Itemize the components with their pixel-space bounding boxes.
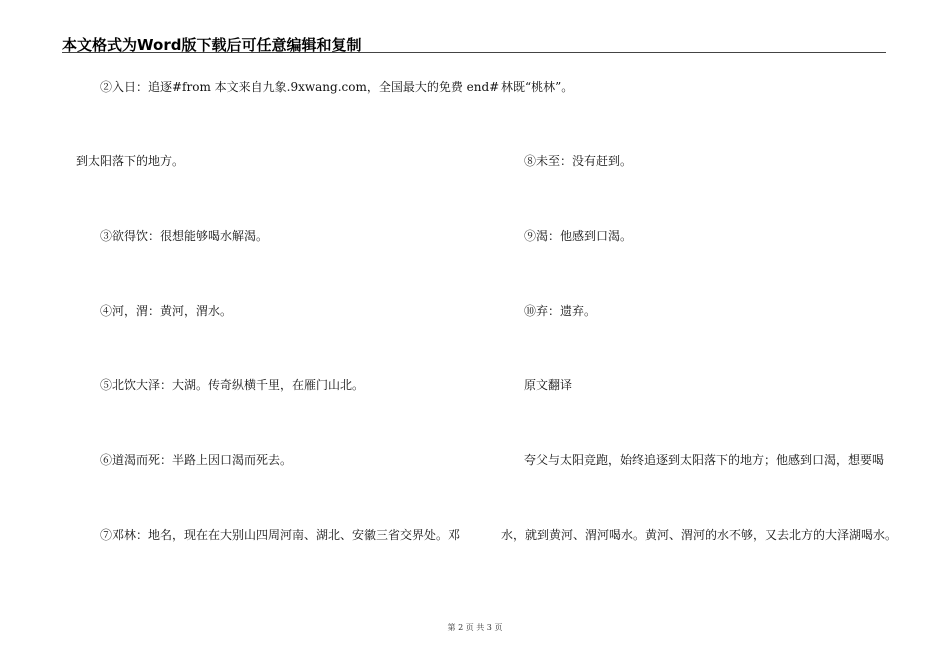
note-line: 到太阳落下的地方。: [76, 154, 185, 168]
translation-line: 水，就到黄河、渭河喝水。黄河、渭河的水不够，又去北方的大泽湖喝水。: [501, 528, 898, 542]
note-line: ⑩弃：遗弃。: [524, 304, 597, 318]
note-line: ⑨渴：他感到口渴。: [524, 229, 633, 243]
note-line: ②入日：追逐#from 本文来自九象.9xwang.com，全国最大的免费 end#: [100, 80, 500, 94]
note-line: ⑥道渴而死：半路上因口渴而死去。: [100, 453, 293, 467]
note-line: ⑦邓林：地名，现在在大别山四周河南、湖北、安徽三省交界处。邓: [100, 528, 461, 542]
note-line: ⑤北饮大泽：大湖。传奇纵横千里，在雁门山北。: [100, 378, 365, 392]
note-line: 林既“桃林”。: [501, 80, 574, 94]
note-line: ④河，渭：黄河，渭水。: [100, 304, 233, 318]
note-line: ⑧未至：没有赶到。: [524, 154, 633, 168]
translation-line: 夸父与太阳竞跑，始终追逐到太阳落下的地方；他感到口渴，想要喝: [524, 453, 885, 467]
section-heading: 原文翻译: [524, 378, 573, 392]
note-line: ③欲得饮：很想能够喝水解渴。: [100, 229, 269, 243]
right-column: [475, 0, 950, 672]
page-number-footer: 第 2 页 共 3 页: [447, 623, 503, 632]
page-header-title: 本文格式为Word版下载后可任意编辑和复制: [62, 36, 362, 54]
